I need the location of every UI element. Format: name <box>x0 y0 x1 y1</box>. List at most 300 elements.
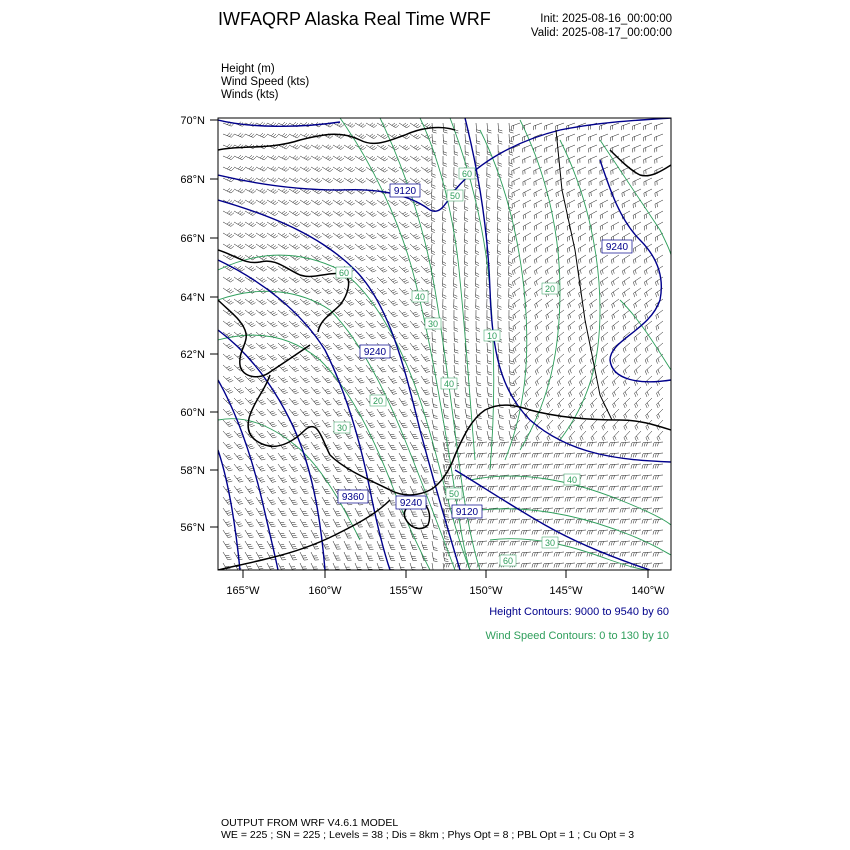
wind-barb <box>344 299 354 305</box>
wind-barb <box>536 387 543 397</box>
wind-barb <box>399 266 409 272</box>
wind-barb <box>589 200 597 208</box>
wind-barb <box>234 519 243 527</box>
wind-barb <box>644 123 653 130</box>
wind-barb <box>234 244 245 249</box>
wind-barb <box>644 200 652 208</box>
wind-barb <box>377 442 386 450</box>
wind-barb <box>622 200 630 208</box>
wind-barb <box>545 222 553 230</box>
wind-barb <box>634 354 641 364</box>
wind-barb <box>443 156 447 166</box>
wind-barb <box>289 497 298 505</box>
wind-barb <box>377 365 386 372</box>
wind-barb <box>410 123 421 128</box>
wind-barb <box>454 156 458 166</box>
wind-barb <box>565 530 575 535</box>
wind-barb <box>410 310 420 317</box>
wind-barb <box>399 409 408 417</box>
wind-barb <box>644 222 652 230</box>
wind-barb <box>410 541 417 550</box>
wind-barb <box>487 354 492 364</box>
wind-barb <box>421 156 432 161</box>
wind-barb <box>322 321 332 327</box>
lat-label: 64°N <box>180 292 205 304</box>
wind-barb <box>322 200 333 205</box>
wind-barb <box>580 431 586 441</box>
wind-barb <box>234 387 244 393</box>
wind-barb <box>568 266 576 275</box>
wind-barb <box>355 508 363 516</box>
svg-text:9120: 9120 <box>455 507 479 518</box>
wind-barb <box>655 145 663 152</box>
wind-barb <box>300 497 309 505</box>
wind-barb <box>633 255 641 264</box>
wind-barb <box>410 486 418 494</box>
wind-barb <box>311 156 322 161</box>
wind-barb <box>431 255 435 266</box>
wind-barb <box>580 409 586 419</box>
wind-barb <box>609 508 619 513</box>
wind-label-box <box>370 395 386 406</box>
wind-barb <box>355 310 365 317</box>
svg-text:60: 60 <box>461 169 473 179</box>
wind-barb <box>488 464 498 469</box>
wind-barb <box>410 156 421 161</box>
wind-barb <box>355 222 366 228</box>
wind-barb <box>278 167 289 172</box>
wind-barb <box>267 200 278 205</box>
wind-barb <box>432 343 436 353</box>
wind-barb <box>322 332 332 339</box>
wind-barb <box>344 365 354 372</box>
latitude-axis <box>180 115 218 534</box>
wind-barb <box>256 200 267 205</box>
wind-barb <box>421 343 430 350</box>
wind-barb <box>421 475 429 483</box>
wind-barb <box>488 563 498 568</box>
wind-barb <box>300 189 311 194</box>
wind-barb <box>590 288 597 297</box>
wind-barb <box>344 222 355 228</box>
wind-barb <box>289 233 300 238</box>
wind-barb <box>488 541 498 546</box>
wind-barb <box>612 288 619 297</box>
wind-barb <box>245 321 255 327</box>
wind-barb <box>399 475 407 483</box>
wind-barb <box>477 442 487 447</box>
wind-barb <box>388 365 397 372</box>
wind-barb <box>432 332 436 342</box>
wind-barb <box>609 519 619 524</box>
wind-barb <box>543 519 553 524</box>
wind-barb <box>442 244 446 255</box>
wind-barb <box>454 354 459 364</box>
wind-barb <box>591 420 597 430</box>
wind-barb <box>234 486 243 493</box>
wind-barb <box>558 420 564 430</box>
wind-barb <box>609 475 619 480</box>
wind-barb <box>399 398 408 406</box>
wind-barb <box>524 343 531 353</box>
wind-barb <box>646 409 652 419</box>
wind-barb <box>646 398 652 408</box>
wind-barb <box>442 266 446 277</box>
wind-barb <box>377 277 387 283</box>
wind-barb <box>521 519 531 524</box>
wind-barb <box>432 420 438 429</box>
wind-barb <box>377 145 388 150</box>
wind-barb <box>524 310 531 319</box>
wind-barb <box>545 134 553 141</box>
wind-barb <box>546 343 553 353</box>
wind-barb <box>475 233 479 244</box>
wind-barb <box>399 552 406 561</box>
wind-barb <box>512 178 520 186</box>
wind-barb <box>498 387 503 397</box>
wind-barb <box>333 211 344 216</box>
wind-barb <box>532 497 542 502</box>
wind-barb <box>300 310 310 316</box>
wind-barb <box>579 376 586 386</box>
wind-barb <box>465 156 469 166</box>
wind-barb <box>591 398 597 408</box>
wind-barb <box>509 189 513 200</box>
wind-barb <box>322 255 333 261</box>
wind-barb <box>223 354 233 360</box>
wind-barb <box>223 277 234 282</box>
wind-barb <box>443 288 447 299</box>
wind-barb <box>377 497 385 505</box>
svg-text:9120: 9120 <box>393 186 417 197</box>
coastline-north <box>218 128 455 150</box>
wind-barb <box>487 310 491 321</box>
wind-barb <box>620 519 630 524</box>
wind-barb <box>523 145 531 152</box>
wind-barb <box>653 508 663 513</box>
height-label-box <box>360 345 390 358</box>
wind-barb <box>432 167 436 178</box>
height-label-box <box>396 496 426 509</box>
wind-barb <box>256 178 267 183</box>
wind-barb <box>267 233 278 238</box>
wind-barb <box>377 167 388 172</box>
wind-barb <box>399 299 409 306</box>
wind-barb <box>245 266 256 271</box>
wind-barb <box>388 244 398 250</box>
wind-barb <box>322 420 331 427</box>
wind-barb <box>590 310 597 319</box>
wind-barb <box>611 167 619 175</box>
wind-barb <box>300 145 311 150</box>
wind-barb <box>488 530 498 535</box>
wind-barb <box>234 376 244 382</box>
wind-barb <box>477 453 487 458</box>
wind-barb <box>366 530 374 538</box>
wind-barb <box>311 266 322 272</box>
wind-barb <box>598 519 608 524</box>
wind-barb <box>568 332 575 342</box>
wind-barb <box>532 530 542 535</box>
wind-barb <box>366 332 376 339</box>
wind-barb <box>256 530 265 538</box>
longitude-axis <box>226 570 665 597</box>
wind-barb <box>300 354 310 361</box>
wind-barb <box>631 486 641 491</box>
wind-barb <box>653 486 663 491</box>
wind-barb <box>534 145 542 152</box>
wind-barb <box>576 552 586 557</box>
wind-barb <box>388 508 396 516</box>
wind-barb <box>410 244 420 250</box>
wind-barb <box>613 409 619 419</box>
wind-barb <box>344 255 354 261</box>
wind-label-box <box>500 555 516 566</box>
wind-barb <box>510 519 520 524</box>
wind-barb <box>377 200 388 206</box>
wind-barb <box>322 376 332 383</box>
wind-barb <box>477 464 487 469</box>
wind-barb <box>431 200 435 211</box>
legend-height: Height (m) <box>221 63 275 75</box>
wind-barb <box>567 255 575 264</box>
wind-barb <box>655 189 663 197</box>
wind-barb <box>322 178 333 183</box>
wind-barb <box>431 211 435 222</box>
wind-barb <box>377 255 387 261</box>
wind-barb <box>322 288 332 294</box>
wind-barb <box>289 321 299 327</box>
wind-barb <box>432 409 438 419</box>
wind-barb <box>245 155 256 160</box>
wind-barb <box>366 244 376 250</box>
wind-barb <box>366 145 377 150</box>
wind-barb <box>377 409 386 417</box>
wind-barb <box>653 541 663 546</box>
wind-barb <box>289 376 299 383</box>
wind-barb <box>565 486 575 491</box>
wind-barb <box>311 200 322 205</box>
wind-barb <box>547 398 553 408</box>
wind-barb <box>289 508 298 516</box>
wind-barb <box>333 519 341 527</box>
wind-barb <box>333 475 342 483</box>
wind-barb <box>634 365 641 375</box>
wind-barb <box>399 519 406 527</box>
wind-barb <box>223 365 233 371</box>
wind-barb <box>223 530 232 538</box>
wind-barb <box>399 222 409 228</box>
wind-barb <box>524 277 532 286</box>
wind-barb <box>234 508 243 515</box>
wind-barb <box>623 343 630 353</box>
wind-barb <box>245 299 256 305</box>
wind-barb <box>443 310 447 321</box>
wind-barb <box>289 144 300 149</box>
wind-barb <box>234 211 245 216</box>
wind-barb <box>322 222 333 227</box>
wind-barb <box>245 166 256 171</box>
wind-barb <box>509 354 514 364</box>
wind-barb <box>234 155 245 160</box>
wind-barb <box>642 497 652 502</box>
wind-barb <box>256 519 265 527</box>
svg-text:60: 60 <box>338 268 350 278</box>
wind-barb <box>557 354 564 364</box>
wind-barb <box>476 431 482 440</box>
wind-barb <box>508 244 512 255</box>
wind-barb <box>234 299 245 304</box>
wind-barb <box>421 145 432 150</box>
wind-barb <box>289 167 300 172</box>
wind-label-box <box>412 291 428 302</box>
wind-barb <box>300 167 311 172</box>
wind-barb <box>344 541 352 549</box>
wind-barb <box>499 519 509 524</box>
wind-barb <box>432 299 436 310</box>
wind-barb <box>532 464 542 469</box>
wind-barb <box>498 299 502 310</box>
wind-barb <box>631 475 641 480</box>
wind-barb <box>623 365 630 375</box>
wind-barb <box>556 255 564 264</box>
wind-barb <box>645 365 652 375</box>
wind-barb <box>223 541 232 549</box>
wind-barb <box>333 398 342 405</box>
wind-barb <box>601 354 608 364</box>
wind-barb <box>388 255 398 261</box>
wind-barb <box>622 255 630 264</box>
wind-barb <box>612 332 619 342</box>
wind-barb <box>554 563 564 568</box>
wind-barb <box>620 453 630 458</box>
wind-barb <box>300 222 311 227</box>
wind-barb <box>322 277 332 283</box>
wind-barb <box>545 178 553 186</box>
wind-barb <box>223 376 233 382</box>
wind-barb <box>245 497 254 504</box>
wind-barb <box>512 156 520 164</box>
wind-barb <box>300 277 310 283</box>
wind-barb <box>421 464 429 472</box>
wind-barb <box>601 343 608 353</box>
wind-barb <box>498 343 502 353</box>
wind-barb <box>431 222 435 233</box>
wind-barb <box>476 189 480 200</box>
wind-barb <box>634 310 641 319</box>
wind-barb <box>442 211 446 222</box>
wind-barb <box>443 321 447 331</box>
wind-barb <box>466 497 476 502</box>
wind-barb <box>355 332 365 339</box>
wind-barb <box>653 464 663 469</box>
wind-barb <box>289 541 297 549</box>
height-contour <box>218 330 325 570</box>
wind-barb <box>476 398 482 408</box>
wind-barb <box>366 266 376 272</box>
wind-barb <box>488 497 498 502</box>
wind-barb <box>646 387 653 397</box>
wind-barb <box>622 189 630 197</box>
wind-barb <box>355 376 364 383</box>
wind-barb <box>245 541 254 549</box>
wind-barb <box>590 266 598 275</box>
wind-barb <box>509 420 515 429</box>
wind-barb <box>578 255 586 264</box>
wind-barb <box>431 244 435 255</box>
wind-barb <box>267 464 276 471</box>
wind-barb <box>557 343 564 353</box>
svg-text:30: 30 <box>336 423 348 433</box>
wind-barb <box>234 200 245 205</box>
wind-barb <box>487 420 493 429</box>
height-label-box <box>338 490 368 503</box>
wind-barb <box>620 508 630 513</box>
wind-barb <box>568 288 575 297</box>
wind-barb <box>388 288 398 295</box>
wind-barb <box>366 442 375 450</box>
wind-barb <box>554 552 564 557</box>
wind-barb <box>543 530 553 535</box>
wind-barb <box>410 442 418 450</box>
wind-barb <box>223 288 234 293</box>
wind-barb <box>633 156 641 164</box>
wind-barb <box>466 552 476 557</box>
wind-barb <box>410 145 421 150</box>
wind-barb <box>532 453 542 458</box>
wind-barb <box>278 133 289 138</box>
wind-barb <box>322 508 330 516</box>
wind-barb <box>454 310 458 321</box>
lon-label: 155°W <box>389 585 423 597</box>
wind-label-box <box>542 537 558 548</box>
wind-barb <box>410 354 419 361</box>
wind-barb <box>587 464 597 469</box>
wind-barb <box>234 475 243 482</box>
wind-barb <box>333 244 344 250</box>
wind-barb <box>546 354 553 364</box>
wind-barb <box>554 442 564 447</box>
wind-barb <box>355 552 362 560</box>
wind-barb <box>388 310 398 317</box>
wind-barb <box>421 530 428 539</box>
wind-barb <box>311 398 321 405</box>
wind-barb <box>523 233 531 242</box>
wind-barb <box>256 552 264 560</box>
wind-barb <box>620 541 630 546</box>
wind-barb <box>465 288 469 299</box>
wind-barb <box>377 156 388 161</box>
wind-barb <box>644 145 652 152</box>
wind-barb <box>300 266 311 272</box>
wind-barb <box>476 310 480 321</box>
wind-barb <box>355 541 363 549</box>
wind-barb <box>300 431 309 438</box>
wind-barb <box>535 310 542 319</box>
wind-barb <box>366 420 375 428</box>
wind-barb <box>521 464 531 469</box>
wind-barb <box>587 541 597 546</box>
wind-barb <box>602 420 608 430</box>
wind-barb <box>278 155 289 160</box>
wind-barb <box>601 299 608 308</box>
wind-barb <box>300 200 311 205</box>
wind-barb <box>245 310 256 316</box>
wind-barb <box>601 321 608 330</box>
wind-barb <box>267 475 276 482</box>
wind-barb <box>498 409 504 419</box>
wind-barb <box>644 167 652 175</box>
